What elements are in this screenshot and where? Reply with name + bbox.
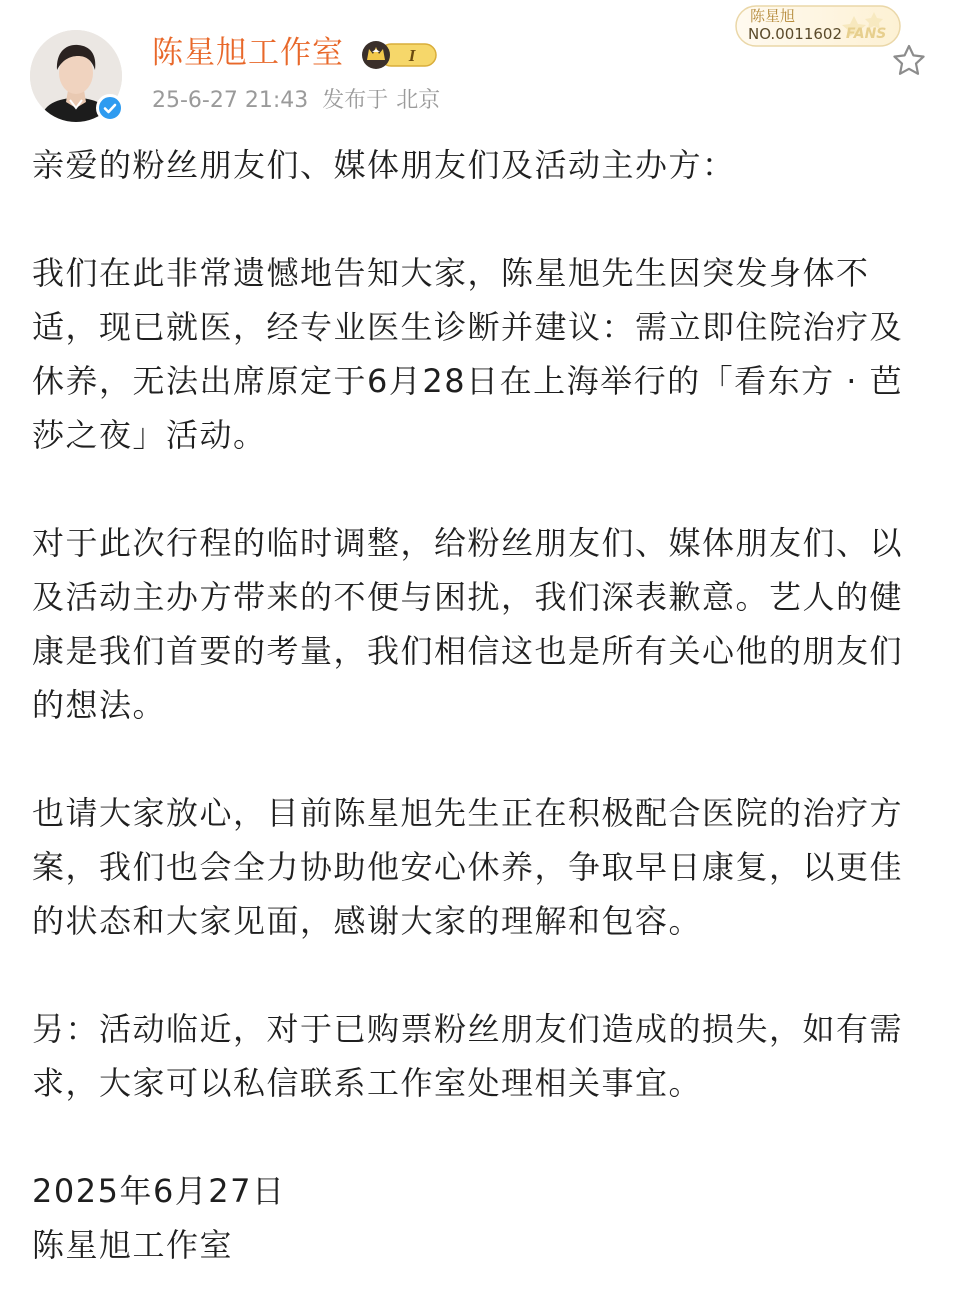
author-name[interactable]: 陈星旭工作室 [152, 35, 344, 71]
post-body [32, 138, 928, 1272]
post-time[interactable]: 25-6-27 21:43 [152, 88, 309, 113]
post-paragraph: 也请大家放心，目前陈星旭先生正在积极配合医院的治疗方案，我们也会全力协助他安心休养，争取早日康复，以更佳的状态和大家见面，感谢大家的理解和包容。 [32, 794, 904, 940]
post-paragraph: 对于此次行程的临时调整，给粉丝朋友们、媒体朋友们、以及活动主办方带来的不便与困扰，我们深表歉意。艺人的健康是我们首要的考量，我们相信这也是所有关心他的朋友们的想法。 [32, 524, 904, 724]
signature-name: 陈星旭工作室 [32, 1226, 234, 1264]
level-number: I [408, 46, 416, 65]
post-location: 北京 [396, 88, 441, 113]
verified-check-icon [96, 94, 124, 122]
fans-badge-name: 陈星旭 [750, 7, 796, 25]
post-paragraph: 亲爱的粉丝朋友们、媒体朋友们及活动主办方： [32, 146, 736, 184]
crown-level-icon[interactable] [360, 38, 440, 70]
post-paragraph: 另：活动临近，对于已购票粉丝朋友们造成的损失，如有需求，大家可以私信联系工作室处理相关事宜。 [32, 1010, 904, 1102]
star-outline-icon[interactable] [890, 42, 928, 80]
fans-badge-number: NO.0011602 [748, 25, 842, 43]
location-prefix: 发布于 [322, 88, 389, 113]
post-paragraph: 我们在此非常遗憾地告知大家，陈星旭先生因突发身体不适，现已就医，经专业医生诊断并建议：需立即住院治疗及休养，无法出席原定于6月28日在上海举行的「看东方 · 芭莎之夜」活动。 [32, 254, 904, 454]
post-meta [152, 84, 454, 118]
fans-badge[interactable] [734, 4, 904, 48]
signature-date: 2025年6月27日 [32, 1172, 286, 1210]
fans-badge-label: FANS [846, 26, 887, 42]
post-header [0, 0, 960, 130]
